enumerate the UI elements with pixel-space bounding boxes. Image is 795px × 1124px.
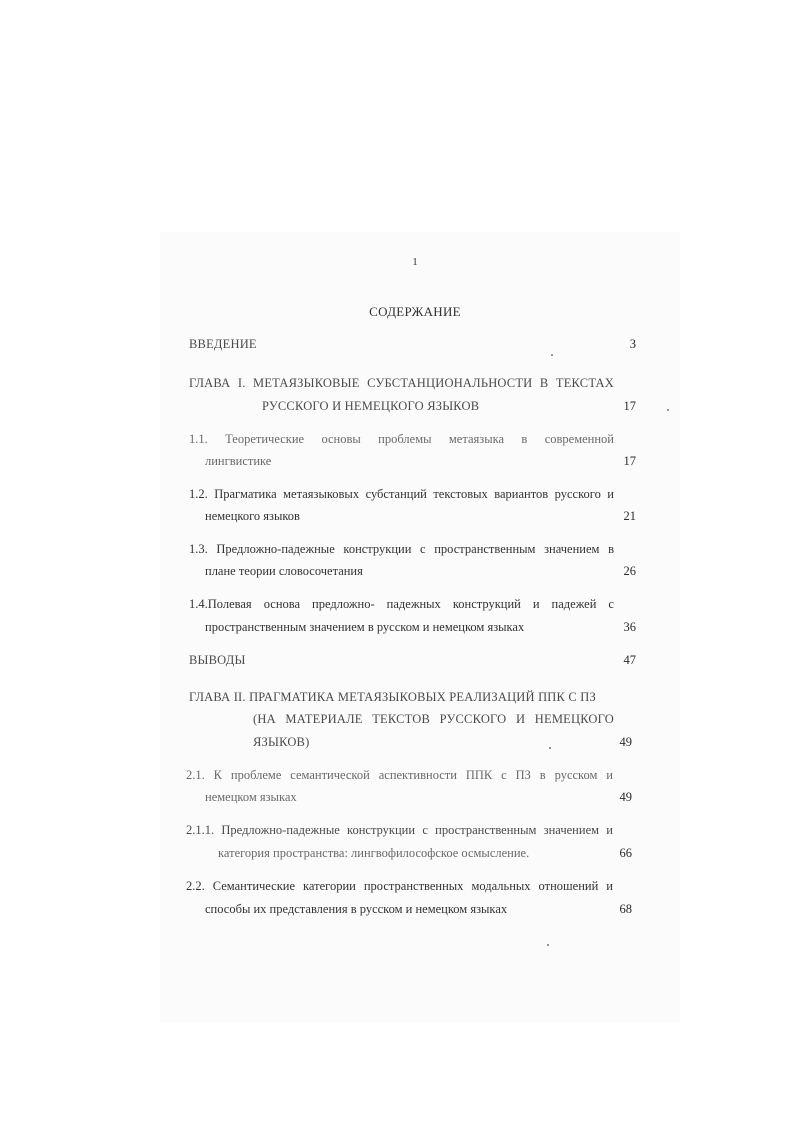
toc-entry-page: 49 <box>619 790 632 804</box>
toc-entry-text: (НА МАТЕРИАЛЕ ТЕКСТОВ РУССКОГО И НЕМЕЦКОГО <box>253 712 614 726</box>
scan-speck <box>551 354 553 356</box>
toc-entry-text: ВВЕДЕНИЕ <box>189 337 257 351</box>
toc-entry-text: плане теории словосочетания <box>205 564 363 578</box>
toc-entry-text: пространственным значением в русском и немецком языках <box>205 620 525 634</box>
toc-entry-text: способы их представления в русском и немецком языках <box>205 902 508 916</box>
toc-entry-text: лингвистике <box>205 454 272 468</box>
toc-entry-text: немецкого языков <box>205 509 300 523</box>
toc-entry-page: 21 <box>623 509 636 523</box>
toc-entry-page: 68 <box>619 902 632 916</box>
scan-speck <box>549 747 551 749</box>
toc-entry-text: 1.2. Прагматика метаязыковых субстанций текстовых вариантов русского и <box>189 487 614 501</box>
scan-speck <box>547 944 549 946</box>
toc-entry-page: 26 <box>623 564 636 578</box>
toc-entry-page: 17 <box>623 454 636 468</box>
toc-entry-text: 2.2. Семантические категории пространственных модальных отношений и <box>186 879 613 893</box>
page-number: 1 <box>412 256 418 268</box>
toc-entry-page: 47 <box>623 653 636 667</box>
toc-entry-page: 49 <box>619 735 632 749</box>
toc-entry-text: немецком языках <box>205 790 297 804</box>
toc-entry-text: ЯЗЫКОВ) <box>253 735 310 749</box>
toc-entry-page: 17 <box>623 399 636 413</box>
toc-entry-text: ГЛАВА I. МЕТАЯЗЫКОВЫЕ СУБСТАНЦИОНАЛЬНОСТИ В ТЕКСТАХ <box>189 376 614 390</box>
scan-speck <box>667 409 669 411</box>
toc-entry-text: ВЫВОДЫ <box>189 653 246 667</box>
toc-entry-text: категория пространства: лингвофилософское осмысление. <box>218 846 530 860</box>
toc-entry-page: 66 <box>619 846 632 860</box>
toc-entry-page: 3 <box>629 337 636 351</box>
toc-entry-text: 2.1.1. Предложно-падежные конструкции с пространственным значением и <box>186 823 613 837</box>
toc-entry-text: 1.4.Полевая основа предложно- падежных конструкций и падежей с <box>189 597 614 611</box>
toc-entry-page: 36 <box>623 620 636 634</box>
toc-entry-text: 2.1. К проблеме семантической аспективности ППК с ПЗ в русском и <box>186 768 613 782</box>
toc-entry-text: ГЛАВА II. ПРАГМАТИКА МЕТАЯЗЫКОВЫХ РЕАЛИЗАЦИЙ ППК С ПЗ <box>189 690 596 704</box>
toc-entry-text: 1.1. Теоретические основы проблемы метаязыка в современной <box>189 432 614 446</box>
toc-entry-text: РУССКОГО И НЕМЕЦКОГО ЯЗЫКОВ <box>262 399 480 413</box>
toc-title: СОДЕРЖАНИЕ <box>369 304 461 319</box>
toc-entry-text: 1.3. Предложно-падежные конструкции с пространственным значением в <box>189 542 614 556</box>
